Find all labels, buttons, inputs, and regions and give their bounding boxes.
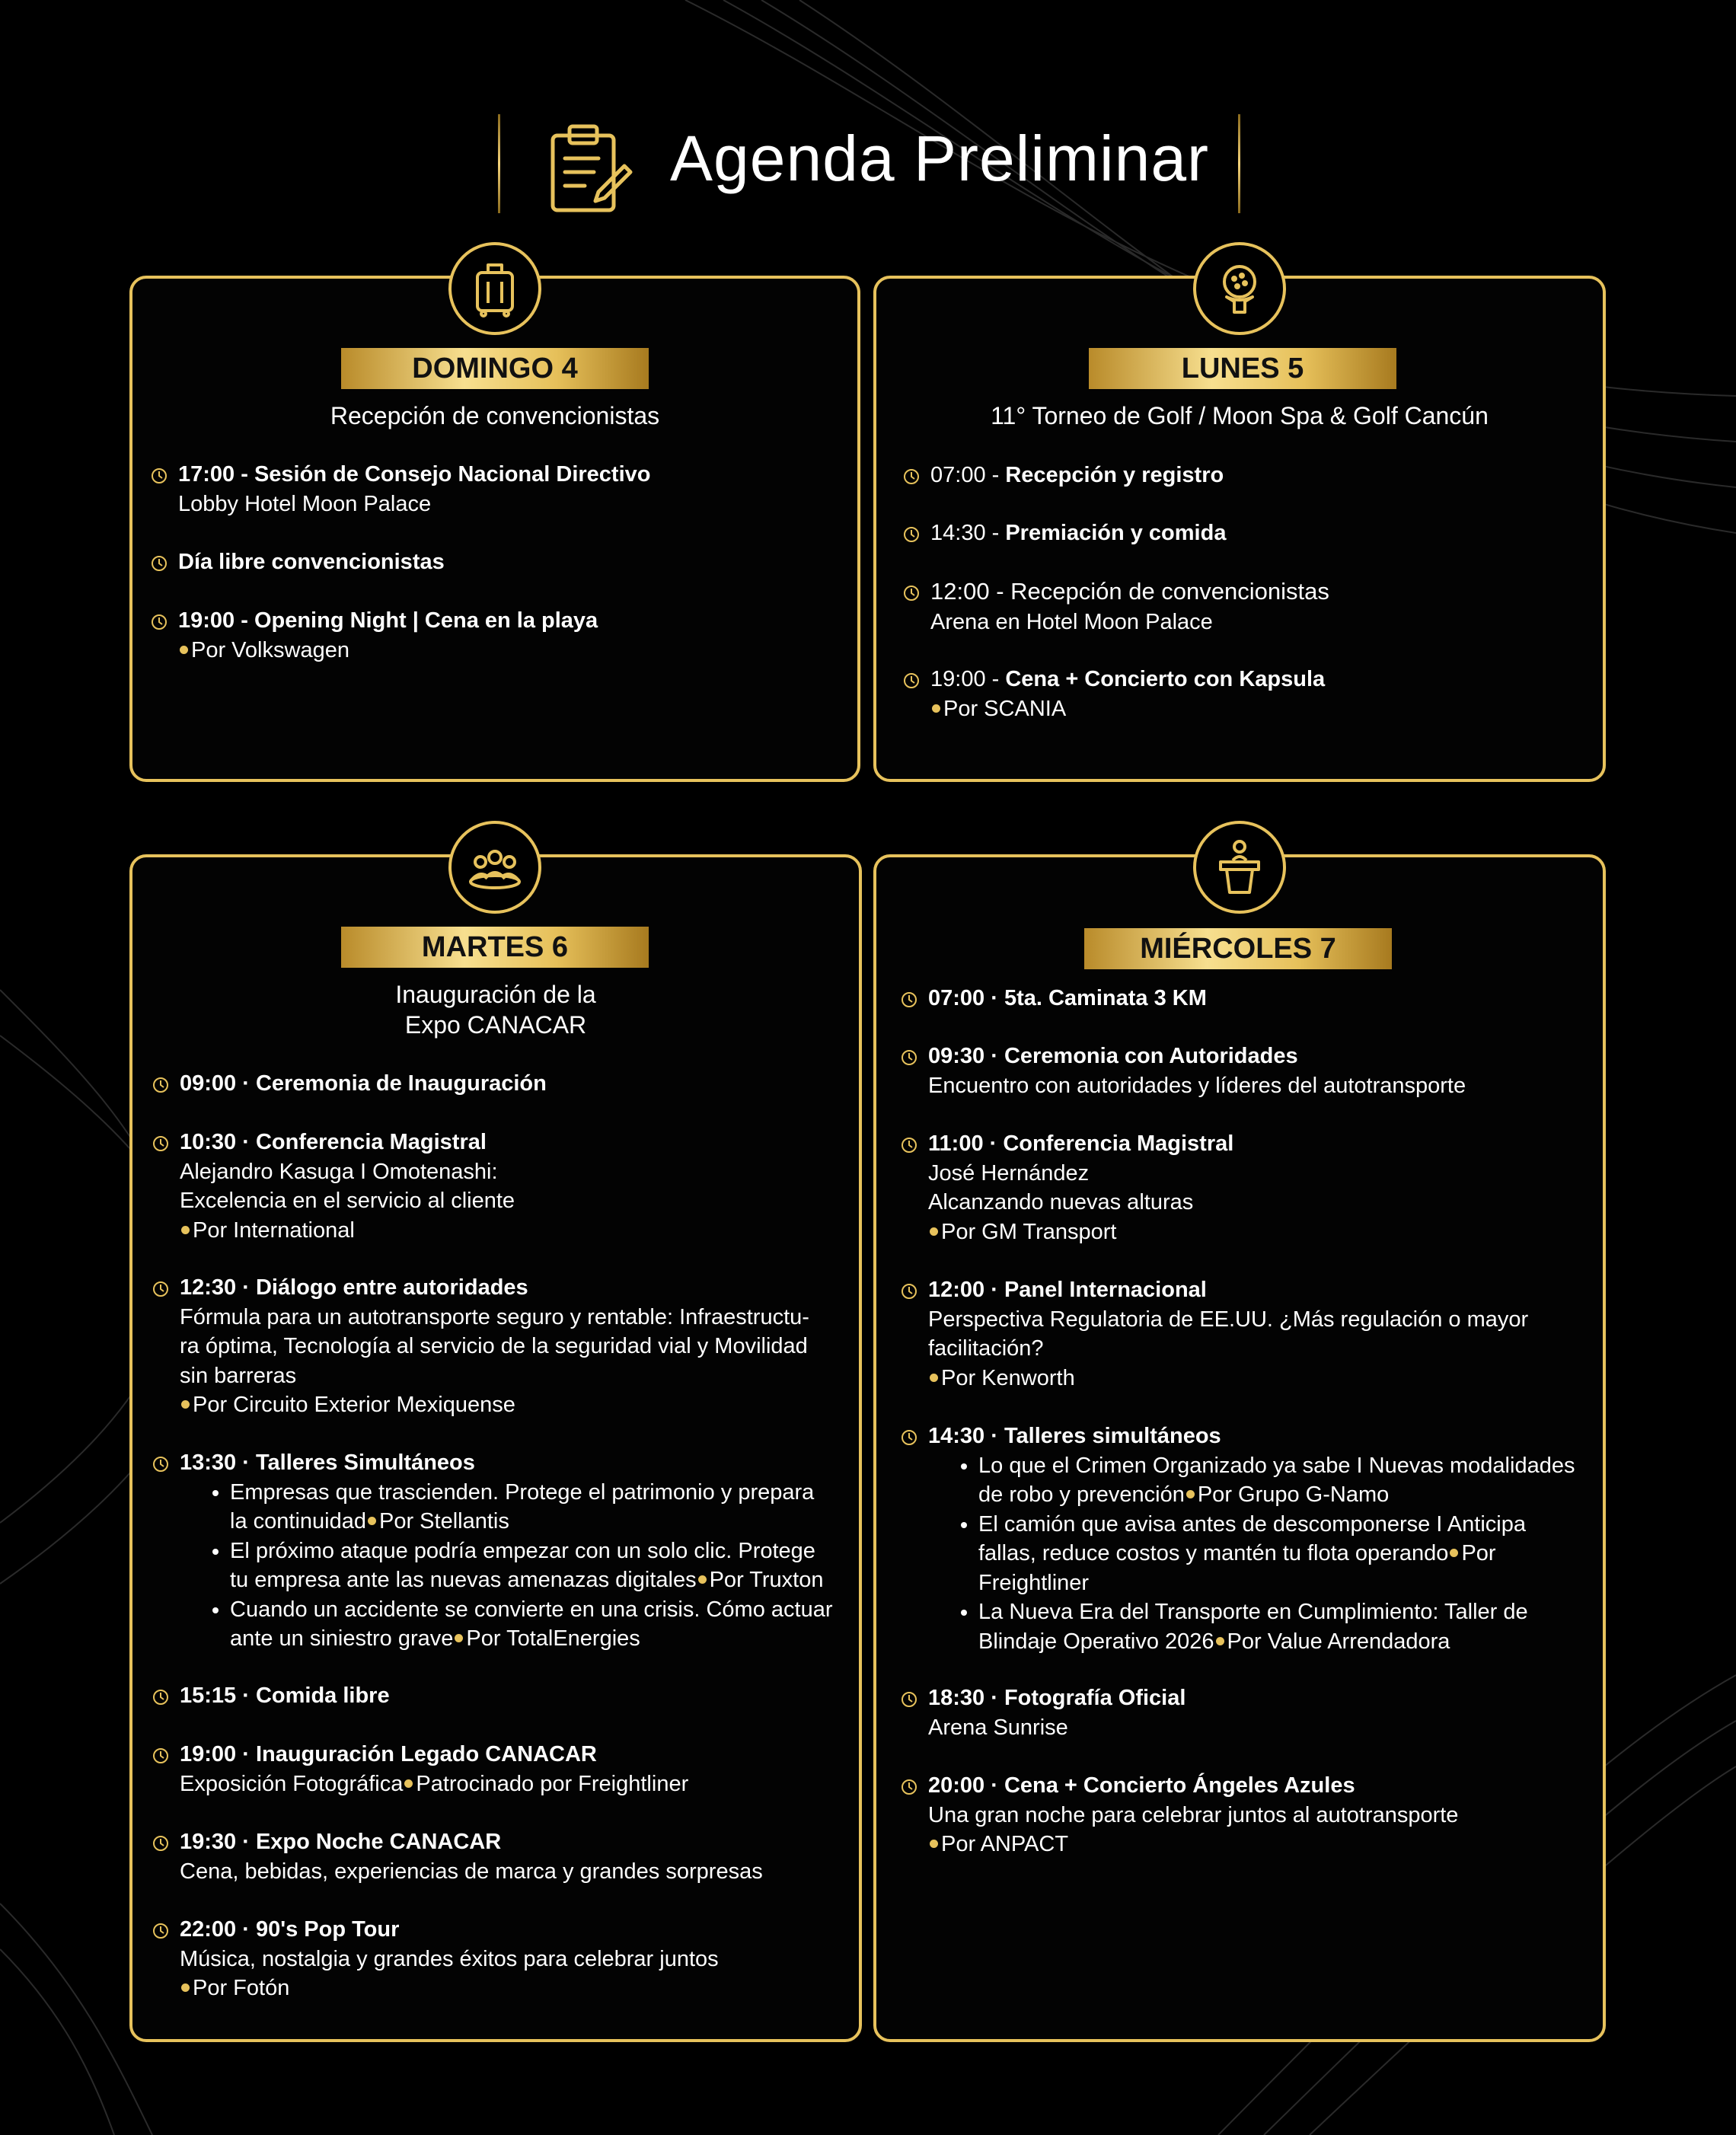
- event-detail: Alejandro Kasuga I Omotenashi:: [180, 1159, 498, 1184]
- event-item: [180, 1128, 515, 1245]
- bullet-dot: [404, 1779, 413, 1788]
- list-item: • Lo que el Crimen Organizado ya sabe I Nuevas modalidades de robo y prevención Por Grupo G-Namo: [978, 1451, 1575, 1510]
- event-sponsor: Por Circuito Exterior Mexiquense: [193, 1393, 515, 1417]
- event-title: Día libre convencionistas: [178, 550, 445, 574]
- list-item: • Cuando un accidente se convierte en una crisis. Cómo actuar ante un siniestro grave Por TotalEnergies: [230, 1595, 833, 1654]
- event-sponsor: Patrocinado por Freightliner: [416, 1771, 689, 1796]
- event-sponsor: Por ANPACT: [941, 1832, 1069, 1856]
- event-sponsor: Por SCANIA: [943, 696, 1067, 721]
- list-item: • La Nueva Era del Transporte en Cumplimiento: Taller de Blindaje Operativo 2026 Por Value Arrendadora: [978, 1597, 1575, 1656]
- event-item: [180, 1740, 688, 1798]
- event-title: Cena + Concierto con Kapsula: [1005, 667, 1326, 691]
- event-item: [930, 519, 1226, 548]
- speaker-podium-icon: [1210, 838, 1269, 897]
- event-item: [928, 1422, 1575, 1656]
- event-title: 12:00 · Panel Internacional: [928, 1278, 1207, 1302]
- event-detail: Lobby Hotel Moon Palace: [178, 491, 432, 516]
- event-item: [928, 1771, 1458, 1859]
- clock-icon: [901, 1779, 917, 1795]
- event-detail: Una gran noche para celebrar juntos al autotransporte: [928, 1802, 1459, 1827]
- event-item: [928, 1683, 1186, 1742]
- event-title: Recepción y registro: [1005, 463, 1224, 487]
- clock-icon: [152, 1281, 169, 1297]
- header: [495, 114, 1241, 217]
- event-title: 19:00 - Opening Night | Cena en la playa: [178, 608, 598, 633]
- golf-ball-tee-icon: [1210, 259, 1269, 318]
- clock-icon: [151, 555, 168, 572]
- event-title: 19:30 · Expo Noche CANACAR: [180, 1830, 502, 1854]
- event-title: 11:00 · Conferencia Magistral: [928, 1131, 1234, 1156]
- event-detail: sin barreras: [180, 1363, 297, 1388]
- event-title: 22:00 · 90's Pop Tour: [180, 1917, 400, 1942]
- event-title: 10:30 · Conferencia Magistral: [180, 1130, 487, 1154]
- clock-icon: [901, 991, 917, 1008]
- event-detail: Alcanzando nuevas alturas: [928, 1190, 1194, 1214]
- event-title: 12:30 · Diálogo entre autoridades: [180, 1275, 528, 1300]
- event-item: [178, 547, 445, 577]
- event-detail: Música, nostalgia y grandes éxitos para celebrar juntos: [180, 1946, 719, 1971]
- event-title: 15:15 · Comida libre: [180, 1683, 390, 1708]
- event-detail: Arena en Hotel Moon Palace: [930, 609, 1213, 634]
- bullet-dot: [1216, 1637, 1224, 1645]
- event-detail: Fórmula para un autotransporte seguro y rentable: Infraestructu-: [180, 1304, 809, 1329]
- event-sponsor: Por Fotón: [193, 1976, 290, 2000]
- event-sponsor: Por GM Transport: [941, 1219, 1117, 1244]
- workshop-list: [928, 1451, 1575, 1657]
- event-title: 20:00 · Cena + Concierto Ángeles Azules: [928, 1773, 1355, 1798]
- bullet-dot: [455, 1634, 463, 1642]
- event-title: 12:00 - Recepción de convencionistas: [930, 578, 1329, 605]
- event-title: 09:30 · Ceremonia con Autoridades: [928, 1044, 1298, 1068]
- day-label-martes: MARTES 6: [341, 927, 649, 968]
- event-sponsor: Por TotalEnergies: [466, 1626, 640, 1651]
- bullet-dot: [1450, 1549, 1458, 1557]
- clock-icon: [903, 468, 920, 485]
- event-sponsor: Por Truxton: [709, 1568, 824, 1592]
- event-detail: Perspectiva Regulatoria de EE.UU. ¿Más regulación o mayor: [928, 1307, 1529, 1332]
- workshop-list: [180, 1478, 833, 1654]
- clock-icon: [901, 1691, 917, 1708]
- title-divider-left: [498, 114, 500, 213]
- clock-icon: [152, 1135, 169, 1152]
- event-item: [178, 460, 650, 519]
- event-item: [928, 1275, 1528, 1393]
- luggage-icon: [465, 259, 525, 318]
- event-sponsor: Por Grupo G-Namo: [1197, 1482, 1390, 1507]
- clock-icon: [903, 585, 920, 602]
- subtitle-domingo: Recepción de convencionistas: [330, 402, 660, 429]
- page-title: Agenda Preliminar: [670, 123, 1210, 194]
- clock-icon: [151, 468, 168, 484]
- clock-icon: [151, 614, 168, 630]
- event-sponsor: Freightliner: [978, 1570, 1090, 1595]
- badge-domingo: [448, 242, 541, 335]
- event-title: 09:00 · Ceremonia de Inauguración: [180, 1071, 547, 1096]
- bullet-dot: [930, 1840, 938, 1848]
- event-sponsor: Por Value Arrendadora: [1227, 1629, 1450, 1654]
- group-people-icon: [465, 838, 525, 897]
- event-item: [928, 1042, 1466, 1100]
- event-title: Premiación y comida: [1005, 521, 1227, 545]
- event-title: 07:00 · 5ta. Caminata 3 KM: [928, 986, 1207, 1010]
- event-item: [180, 1681, 390, 1711]
- clock-icon: [903, 526, 920, 543]
- subtitle-martes-line1: Inauguración de la: [395, 981, 596, 1008]
- event-title: 14:30 · Talleres simultáneos: [928, 1424, 1221, 1448]
- event-time: 14:30 -: [930, 521, 1006, 545]
- clock-icon: [152, 1077, 169, 1093]
- clock-icon: [152, 1456, 169, 1473]
- day-label-lunes: LUNES 5: [1089, 348, 1396, 389]
- clock-icon: [901, 1049, 917, 1066]
- event-item: [930, 665, 1325, 723]
- badge-miercoles: [1193, 821, 1286, 914]
- clock-icon: [901, 1283, 917, 1300]
- event-detail: Encuentro con autoridades y líderes del autotransporte: [928, 1073, 1466, 1098]
- event-item: [930, 577, 1329, 637]
- bullet-dot: [698, 1575, 707, 1584]
- bullet-dot: [930, 1374, 938, 1382]
- title-divider-right: [1238, 114, 1240, 213]
- event-item: [928, 1129, 1233, 1246]
- list-item: • El próximo ataque podría empezar con un solo clic. Protege tu empresa ante las nuevas amenazas digitales Por Truxton: [230, 1537, 833, 1595]
- clock-icon: [901, 1137, 917, 1154]
- event-detail: Arena Sunrise: [928, 1715, 1068, 1740]
- list-item: • Empresas que trascienden. Protege el patrimonio y prepara la continuidad Por Stellantis: [230, 1478, 833, 1537]
- event-title: 18:30 · Fotografía Oficial: [928, 1686, 1186, 1710]
- event-time: 19:00 -: [930, 667, 1006, 691]
- bullet-dot: [1186, 1490, 1195, 1498]
- event-item: [930, 461, 1224, 490]
- bullet-dot: [932, 704, 940, 713]
- event-sponsor: Por Volkswagen: [191, 637, 349, 662]
- event-item: [180, 1827, 763, 1886]
- clock-icon: [901, 1429, 917, 1446]
- subtitle-lunes: 11° Torneo de Golf / Moon Spa & Golf Cancún: [991, 402, 1489, 429]
- clock-icon: [152, 1835, 169, 1852]
- event-sponsor: Por Stellantis: [378, 1509, 509, 1533]
- event-sponsor: Por International: [193, 1217, 355, 1243]
- bullet-dot: [930, 1227, 938, 1236]
- clock-icon: [903, 672, 920, 689]
- clock-icon: [152, 1689, 169, 1706]
- event-item: [178, 606, 598, 665]
- subtitle-martes-line2: Expo CANACAR: [404, 1011, 587, 1039]
- bullet-dot: [181, 1400, 190, 1409]
- event-time: 07:00 -: [930, 463, 1006, 487]
- bullet-dot: [181, 1983, 190, 1992]
- bullet-dot: [368, 1517, 376, 1525]
- clipboard-pencil-icon: [548, 123, 633, 215]
- event-sponsor: Por: [1461, 1541, 1496, 1565]
- event-item: [180, 1273, 809, 1420]
- event-detail: ra óptima, Tecnología al servicio de la seguridad vial y Movilidad: [180, 1334, 808, 1358]
- badge-martes: [448, 821, 541, 914]
- badge-lunes: [1193, 242, 1286, 335]
- event-detail: Cena, bebidas, experiencias de marca y grandes sorpresas: [180, 1859, 763, 1884]
- event-detail: facilitación?: [928, 1336, 1044, 1361]
- event-title: 19:00 · Inauguración Legado CANACAR: [180, 1742, 597, 1766]
- clock-icon: [152, 1747, 169, 1764]
- event-item: [928, 984, 1207, 1013]
- event-detail: Exposición Fotográfica: [180, 1771, 404, 1796]
- day-label-miercoles: MIÉRCOLES 7: [1084, 928, 1392, 969]
- clock-icon: [152, 1923, 169, 1939]
- event-detail: Excelencia en el servicio al cliente: [180, 1189, 515, 1213]
- event-detail: José Hernández: [928, 1160, 1090, 1186]
- event-title: 17:00 - Sesión de Consejo Nacional Directivo: [178, 462, 651, 487]
- event-item: [180, 1069, 547, 1099]
- day-label-domingo: DOMINGO 4: [341, 348, 649, 389]
- list-item: • El camión que avisa antes de descomponerse I Anticipa fallas, reduce costos y mantén tu flota operando Por Freightliner: [978, 1510, 1575, 1598]
- bullet-dot: [181, 1226, 190, 1234]
- bullet-dot: [180, 646, 188, 654]
- event-item: [180, 1448, 833, 1654]
- event-item: [180, 1915, 719, 2003]
- event-title: 13:30 · Talleres Simultáneos: [180, 1450, 475, 1475]
- event-sponsor: Por Kenworth: [941, 1365, 1075, 1390]
